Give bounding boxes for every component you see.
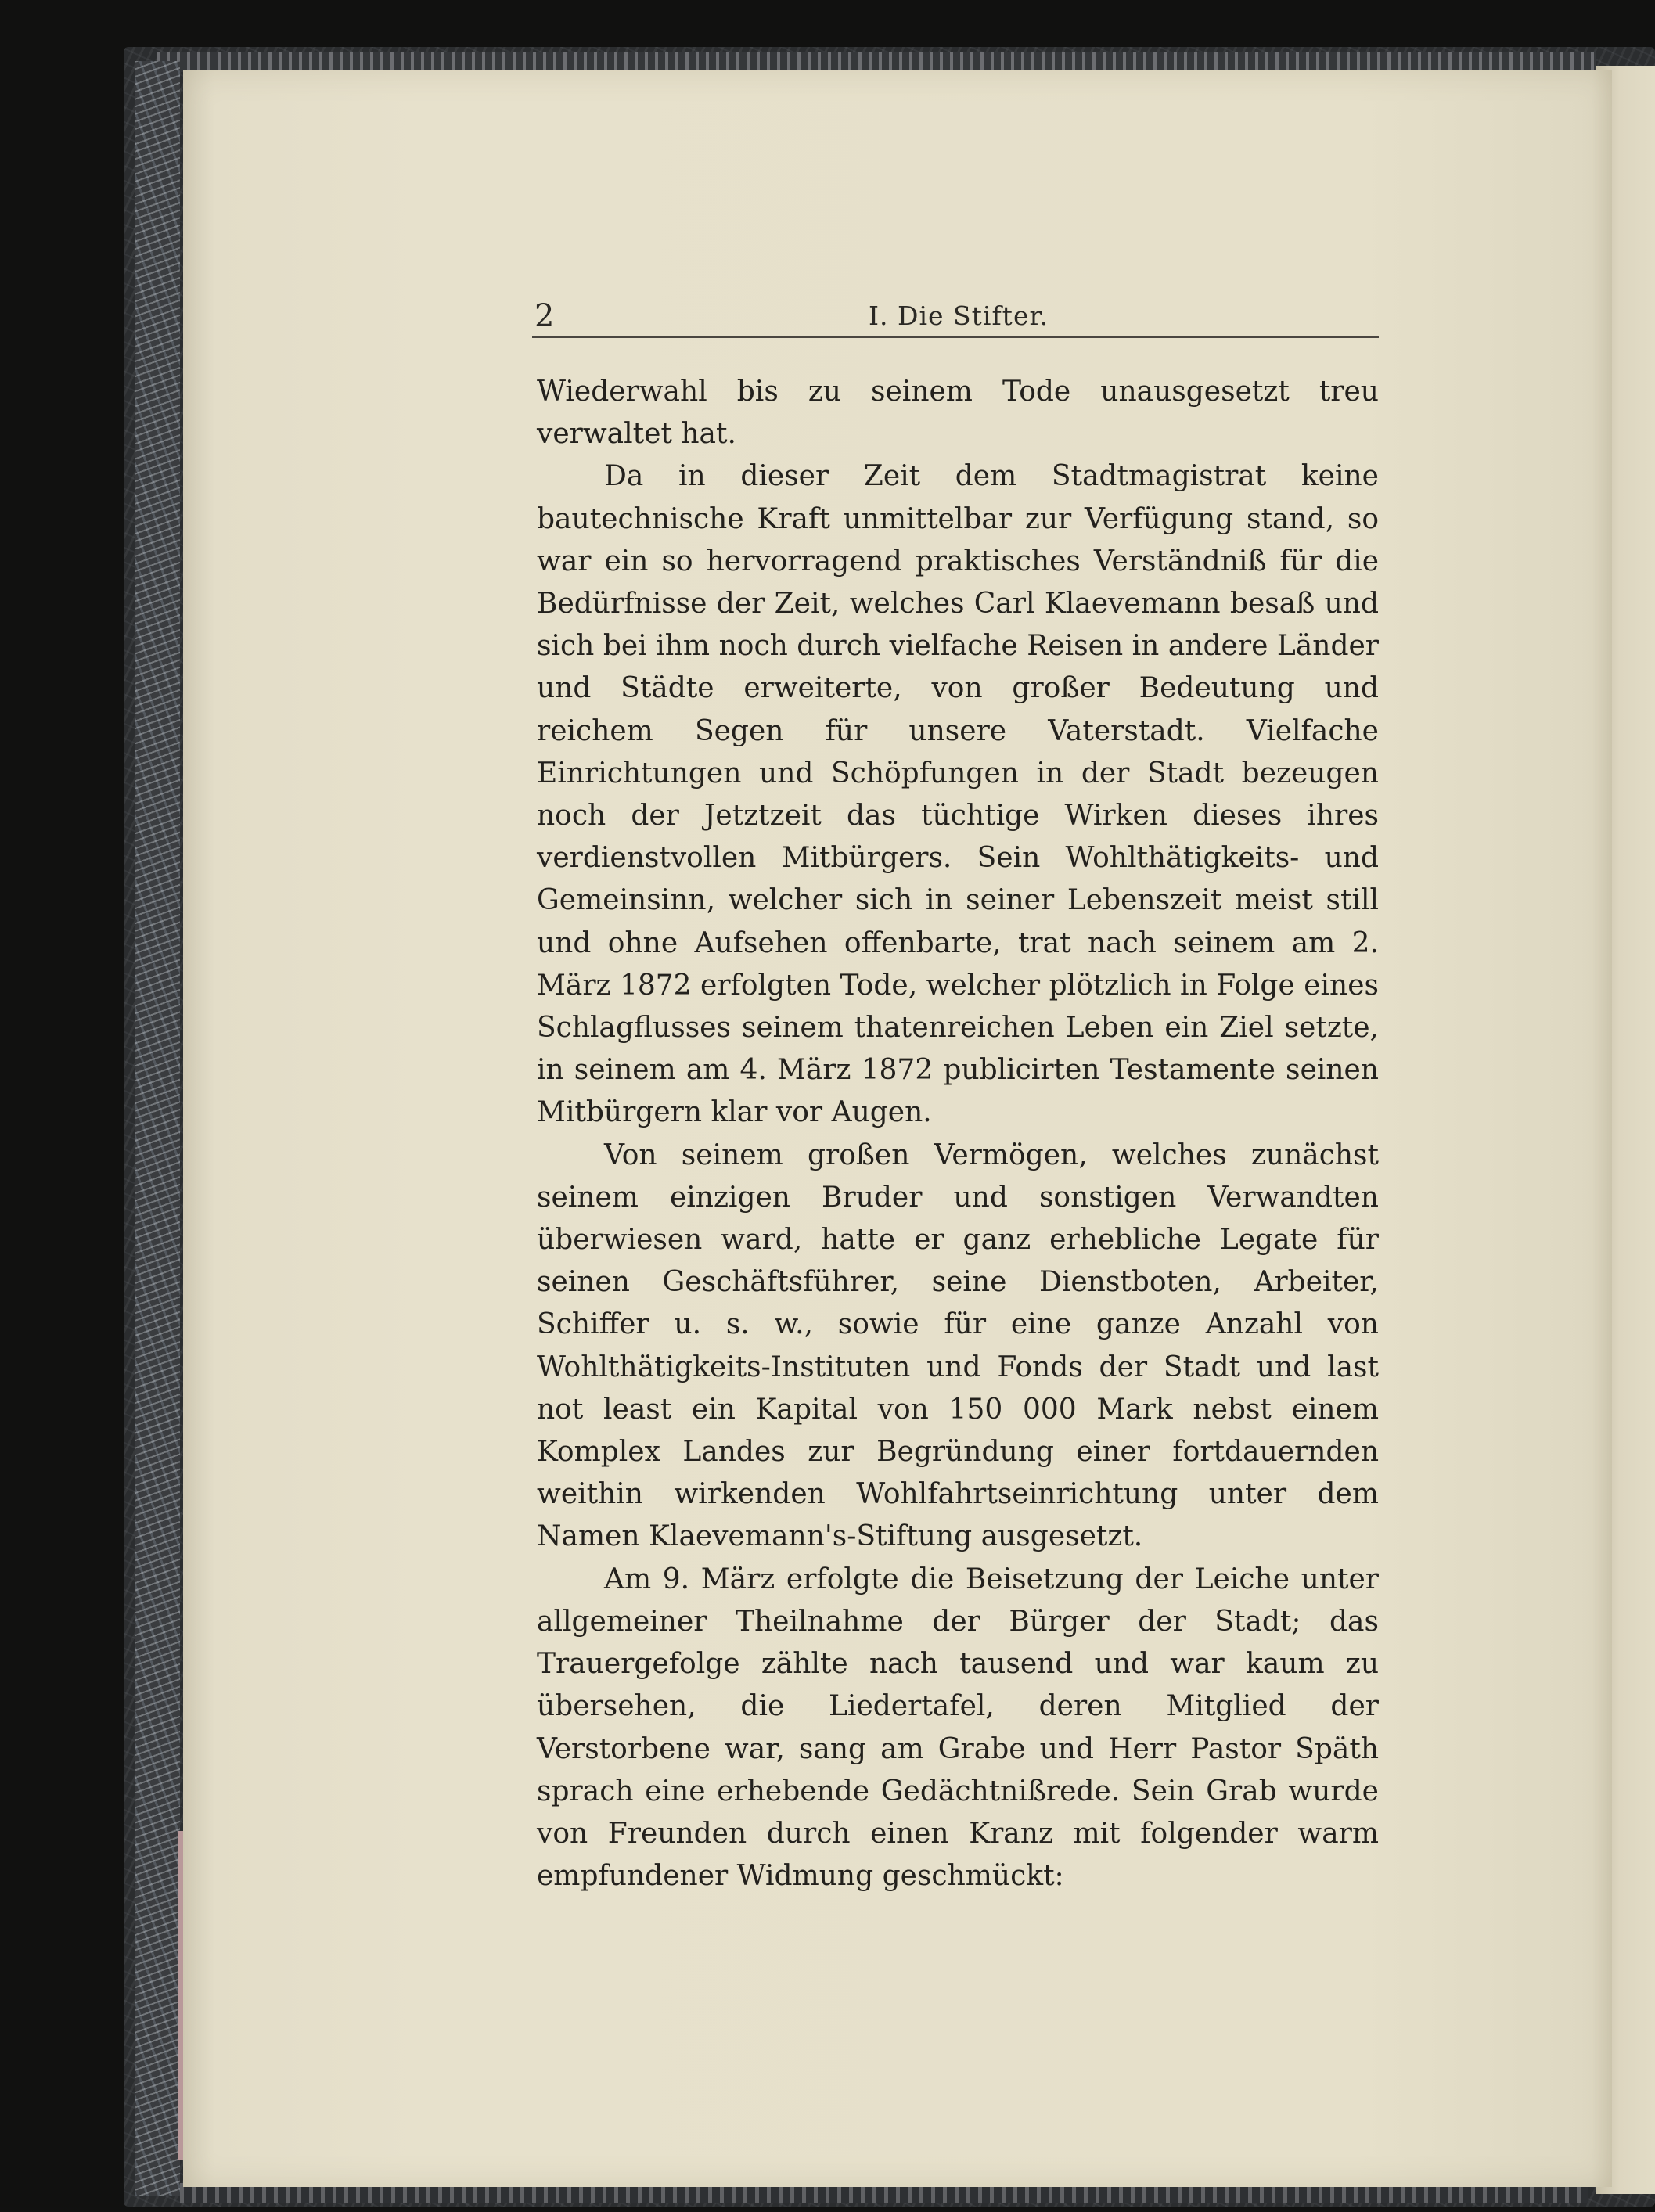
marbled-left-edge: [135, 61, 180, 2196]
page-number: 2: [534, 298, 555, 334]
paragraph-4: Am 9. März erfolgte die Beisetzung der Leiche unter allgemeiner Theilnahme der Bürger der Stadt; das Trauergefolge zählte nach tausend und war kaum zu übersehen, die Liedertafel, deren Mitglied der Verstorbene war, sang am Grabe und Herr Pastor Späth sprach eine erhebende Gedächtnißrede. Sein Grab wurde von Freunden durch einen Kranz mit folgender warm empfundener Widmung geschmückt:: [537, 1563, 1379, 1893]
paragraph-3: Von seinem großen Vermögen, welches zunächst seinem einzigen Bruder und sonstigen Verwandten überwiesen ward, hatte er ganz erhebliche Legate für seinen Geschäftsführer, seine Dienstboten, Arbeiter, Schiffer u. s. w., sowie für eine ganze Anzahl von Wohlthätigkeits-Instituten und Fonds der Stadt und last not least ein Kapital von 150 000 Mark nebst einem Komplex Landes zur Begründung einer fortdauernden weithin wirkenden Wohlfahrtseinrichtung unter dem Namen Klaevemann's-Stiftung ausgesetzt.: [537, 1138, 1379, 1553]
running-head: [532, 291, 1379, 338]
paragraph-1: Wiederwahl bis zu seinem Tode unausgesetzt treu verwaltet hat.: [537, 376, 1379, 451]
body-text: [537, 371, 1379, 1897]
paragraph-2: Da in dieser Zeit dem Stadtmagistrat keine bautechnische Kraft unmittelbar zur Verfügung stand, so war ein so hervorragend praktisches Verständniß für die Bedürfnisse der Zeit, welches Carl Klaevemann besaß und sich bei ihm noch durch vielfache Reisen in andere Länder und Städte erweiterte, von großer Bedeutung und reichem Segen für unsere Vaterstadt. Vielfache Einrichtungen und Schöpfungen in der Stadt bezeugen noch der Jetztzeit das tüchtige Wirken dieses ihres verdienstvollen Mitbürgers. Sein Wohlthätigkeits- und Gemeinsinn, welcher sich in seiner Lebenszeit meist still und ohne Aufsehen offenbarte, trat nach seinem am 2. März 1872 erfolgten Tode, welcher plötzlich in Folge eines Schlagflusses seinem thatenreichen Leben ein Ziel setzte, in seinem am 4. März 1872 publicirten Testamente seinen Mitbürgern klar vor Augen.: [537, 460, 1379, 1129]
chapter-title: I. Die Stifter.: [869, 300, 1049, 331]
header-rule: [532, 336, 1379, 338]
marbled-top-edge: [157, 52, 1596, 72]
